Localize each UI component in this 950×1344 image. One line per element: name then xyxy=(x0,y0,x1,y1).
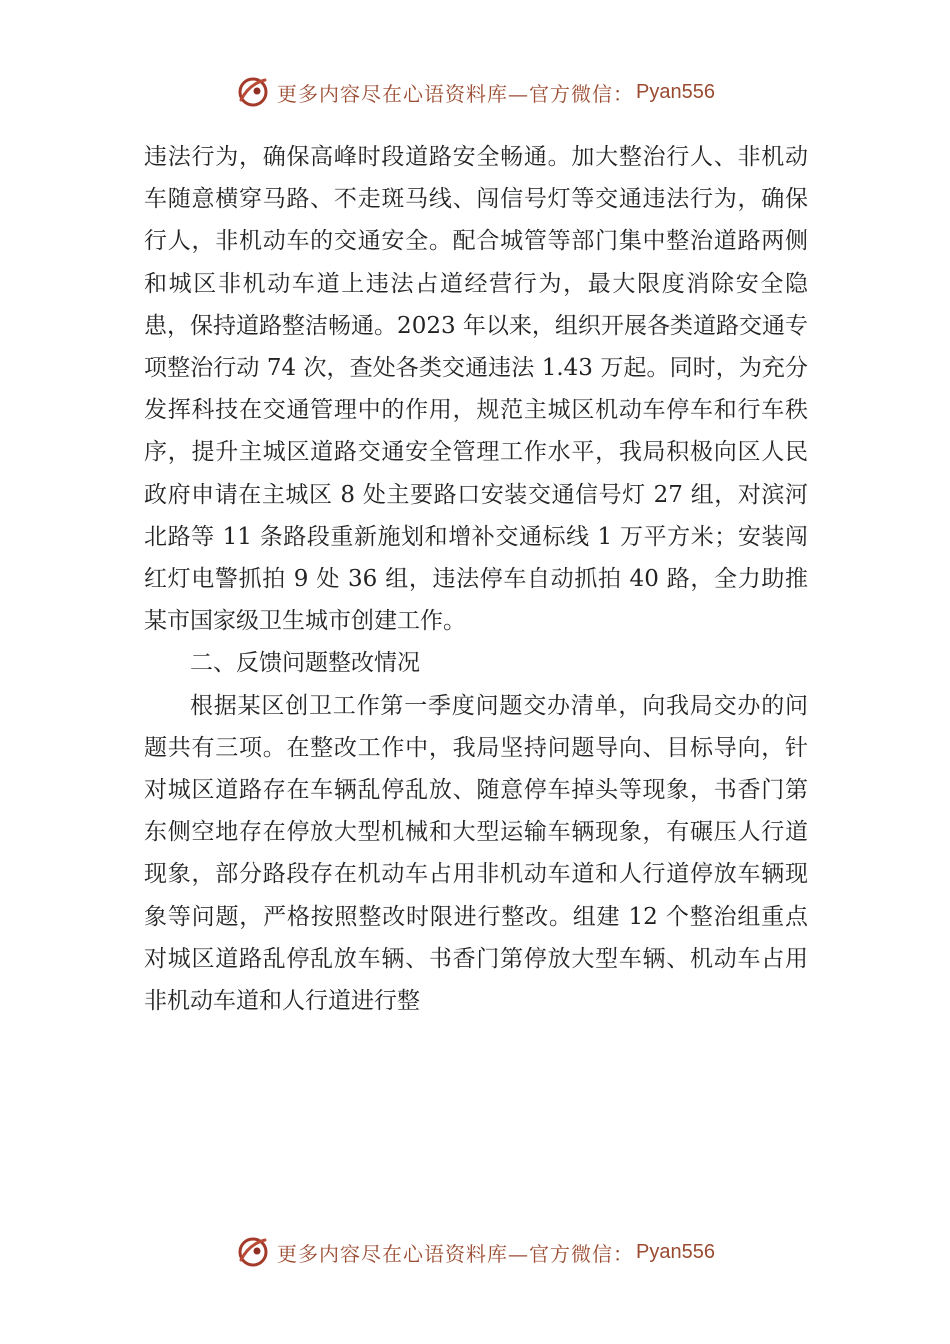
watermark-handle: Pyan556 xyxy=(636,1240,715,1263)
paragraph-continued: 违法行为，确保高峰时段道路安全畅通。加大整治行人、非机动车随意横穿马路、不走斑马线、闯信号灯等交通违法行为，确保行人，非机动车的交通安全。配合城管等部门集中整治道路两侧和城区非机动车道上违法占道经营行为，最大限度消除安全隐患，保持道路整洁畅通。2023 年以来，组织开展各类道路交通专项整治行动 74 次，查处各类交通违法 1.43 万起。同时，为充分发挥科技在交通管理中的作用，规范主城区机动车停车和行车秩序，提升主城区道路交通安全管理工作水平，我局积极向区人民政府申请在主城区 8 处主要路口安装交通信号灯 27 组，对滨河北路等 11 条路段重新施划和增补交通标线 1 万平方米；安装闯红灯电警抓拍 9 处 36 组，违法停车自动抓拍 40 路，全力助推某市国家级卫生城市创建工作。 xyxy=(144,144,808,635)
watermark-handle: Pyan556 xyxy=(636,80,715,103)
watermark-header xyxy=(0,70,950,114)
watermark-text: 更多内容尽在心语资料库—官方微信： xyxy=(277,81,635,106)
watermark-footer xyxy=(0,1230,950,1274)
brush-logo-icon xyxy=(235,74,271,110)
watermark-text: 更多内容尽在心语资料库—官方微信： xyxy=(277,1241,635,1266)
brush-logo-icon xyxy=(235,1234,271,1270)
section-heading: 二、反馈问题整改情况 xyxy=(190,650,420,677)
paragraph-2: 根据某区创卫工作第一季度问题交办清单，向我局交办的问题共有三项。在整改工作中，我局坚持问题导向、目标导向，针对城区道路存在车辆乱停乱放、随意停车掉头等现象，书香门第东侧空地存在停放大型机械和大型运输车辆现象，有碾压人行道现象，部分路段存在机动车占用非机动车道和人行道停放车辆现象等问题，严格按照整改时限进行整改。组建 12 个整治组重点对城区道路乱停乱放车辆、书香门第停放大型车辆、机动车占用非机动车道和人行道进行整 xyxy=(144,692,808,1015)
document-body xyxy=(144,136,808,1022)
